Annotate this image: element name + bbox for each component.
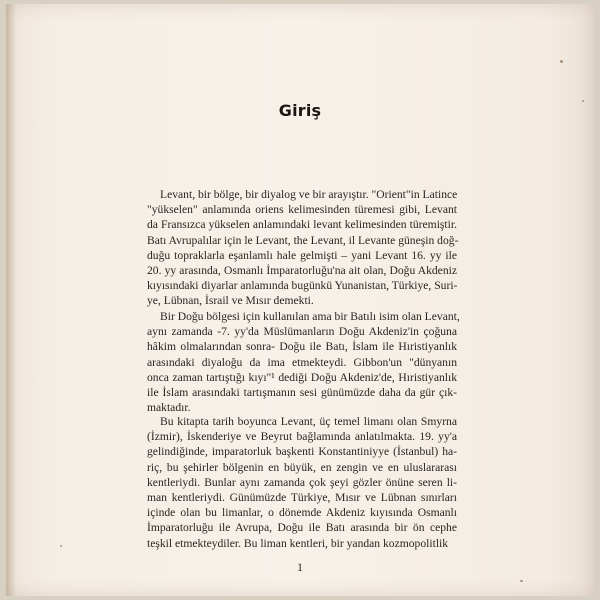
paragraph bbox=[147, 187, 457, 309]
text-line: aynı zamanda -7. yy'da Müslümanların Doğu Akdeniz'in çoğuna bbox=[147, 325, 457, 339]
text-line: İmparatorluğu ile Avrupa, Doğu ile Batı arasında bir ön cephe bbox=[147, 521, 457, 535]
text-line: Bu kitapta tarih boyunca Levant, üç temel limanı olan Smyrna bbox=[160, 415, 457, 428]
text-line: maktadır. bbox=[147, 401, 191, 415]
text-line: man kentleriydi. Günümüzde Türkiye, Mısır ve Lübnan sınırları bbox=[147, 491, 457, 505]
text-line: da Fransızca yükselen anlamındaki levant kelimesinden türemiştir. bbox=[147, 218, 457, 232]
text-line: teşkil etmekteydiler. Bu liman kentleri, bir yandan kozmopolitlik bbox=[147, 536, 449, 550]
text-line: duğu topraklarla eşanlamlı hale gelmişti – yani Levant 16. yy ile bbox=[147, 248, 457, 262]
text-line: kentleriydi. Bunlar aynı zamanda çok şeyi gözler önüne seren li- bbox=[147, 475, 457, 489]
text-line: ile İslam arasındaki tartışmanın sesi günümüzde daha da gür çık- bbox=[147, 386, 457, 400]
text-line: riç, bu şehirler bölgenin en büyük, en zengin ve en uluslararası bbox=[147, 460, 457, 474]
text-line: 20. yy arasında, Osmanlı İmparatorluğu'na ait olan, Doğu Akdeniz bbox=[147, 264, 457, 278]
paper-speck bbox=[520, 580, 523, 582]
page-number: 1 bbox=[297, 560, 303, 574]
text-line: Levant, bir bölge, bir diyalog ve bir arayıştır. "Orient"in Latince bbox=[160, 188, 458, 201]
paper-speck bbox=[60, 545, 62, 547]
text-line: hâkim olmalarından sonra- Doğu ile Batı, İslam ile Hıristiyanlık bbox=[147, 340, 457, 354]
paper-speck bbox=[560, 60, 563, 63]
text-line: gelindiğinde, imparatorluk başkenti Konstantiniyye (İstanbul) ha- bbox=[147, 445, 457, 459]
page-spine-shadow bbox=[6, 4, 16, 596]
text-line: "yükselen" anlamında oriens kelimesinden türemesi gibi, Levant bbox=[147, 203, 457, 217]
text-line: içinde olan bu limanlar, o dönemde Akdeniz kıyısında Osmanlı bbox=[147, 506, 457, 520]
paragraph bbox=[147, 309, 460, 415]
text-line: Bir Doğu bölgesi için kullanılan ama bir Batılı isim olan Levant, bbox=[160, 310, 460, 323]
text-line: (İzmir), İskenderiye ve Beyrut bağlamında anlatılmakta. 19. yy'a bbox=[147, 430, 457, 444]
text-line: kıyısındaki diyarlar anlamında bugünkü Yunanistan, Türkiye, Suri- bbox=[147, 279, 458, 293]
text-line: Batı Avrupalılar için le Levant, the Levant, il Levante güneşin doğ- bbox=[147, 233, 459, 247]
chapter-heading: Giriş bbox=[278, 101, 322, 120]
text-line: arasındaki diyaloğu da ima etmekteydi. Gibbon'un "dünyanın bbox=[147, 355, 457, 369]
text-line: ye, Lübnan, İsrail ve Mısır demekti. bbox=[147, 294, 314, 308]
text-line: onca zaman tartıştığı kıyı"¹ dediği Doğu Akdeniz'de, Hıristiyanlık bbox=[147, 370, 457, 384]
paragraph bbox=[147, 414, 457, 551]
